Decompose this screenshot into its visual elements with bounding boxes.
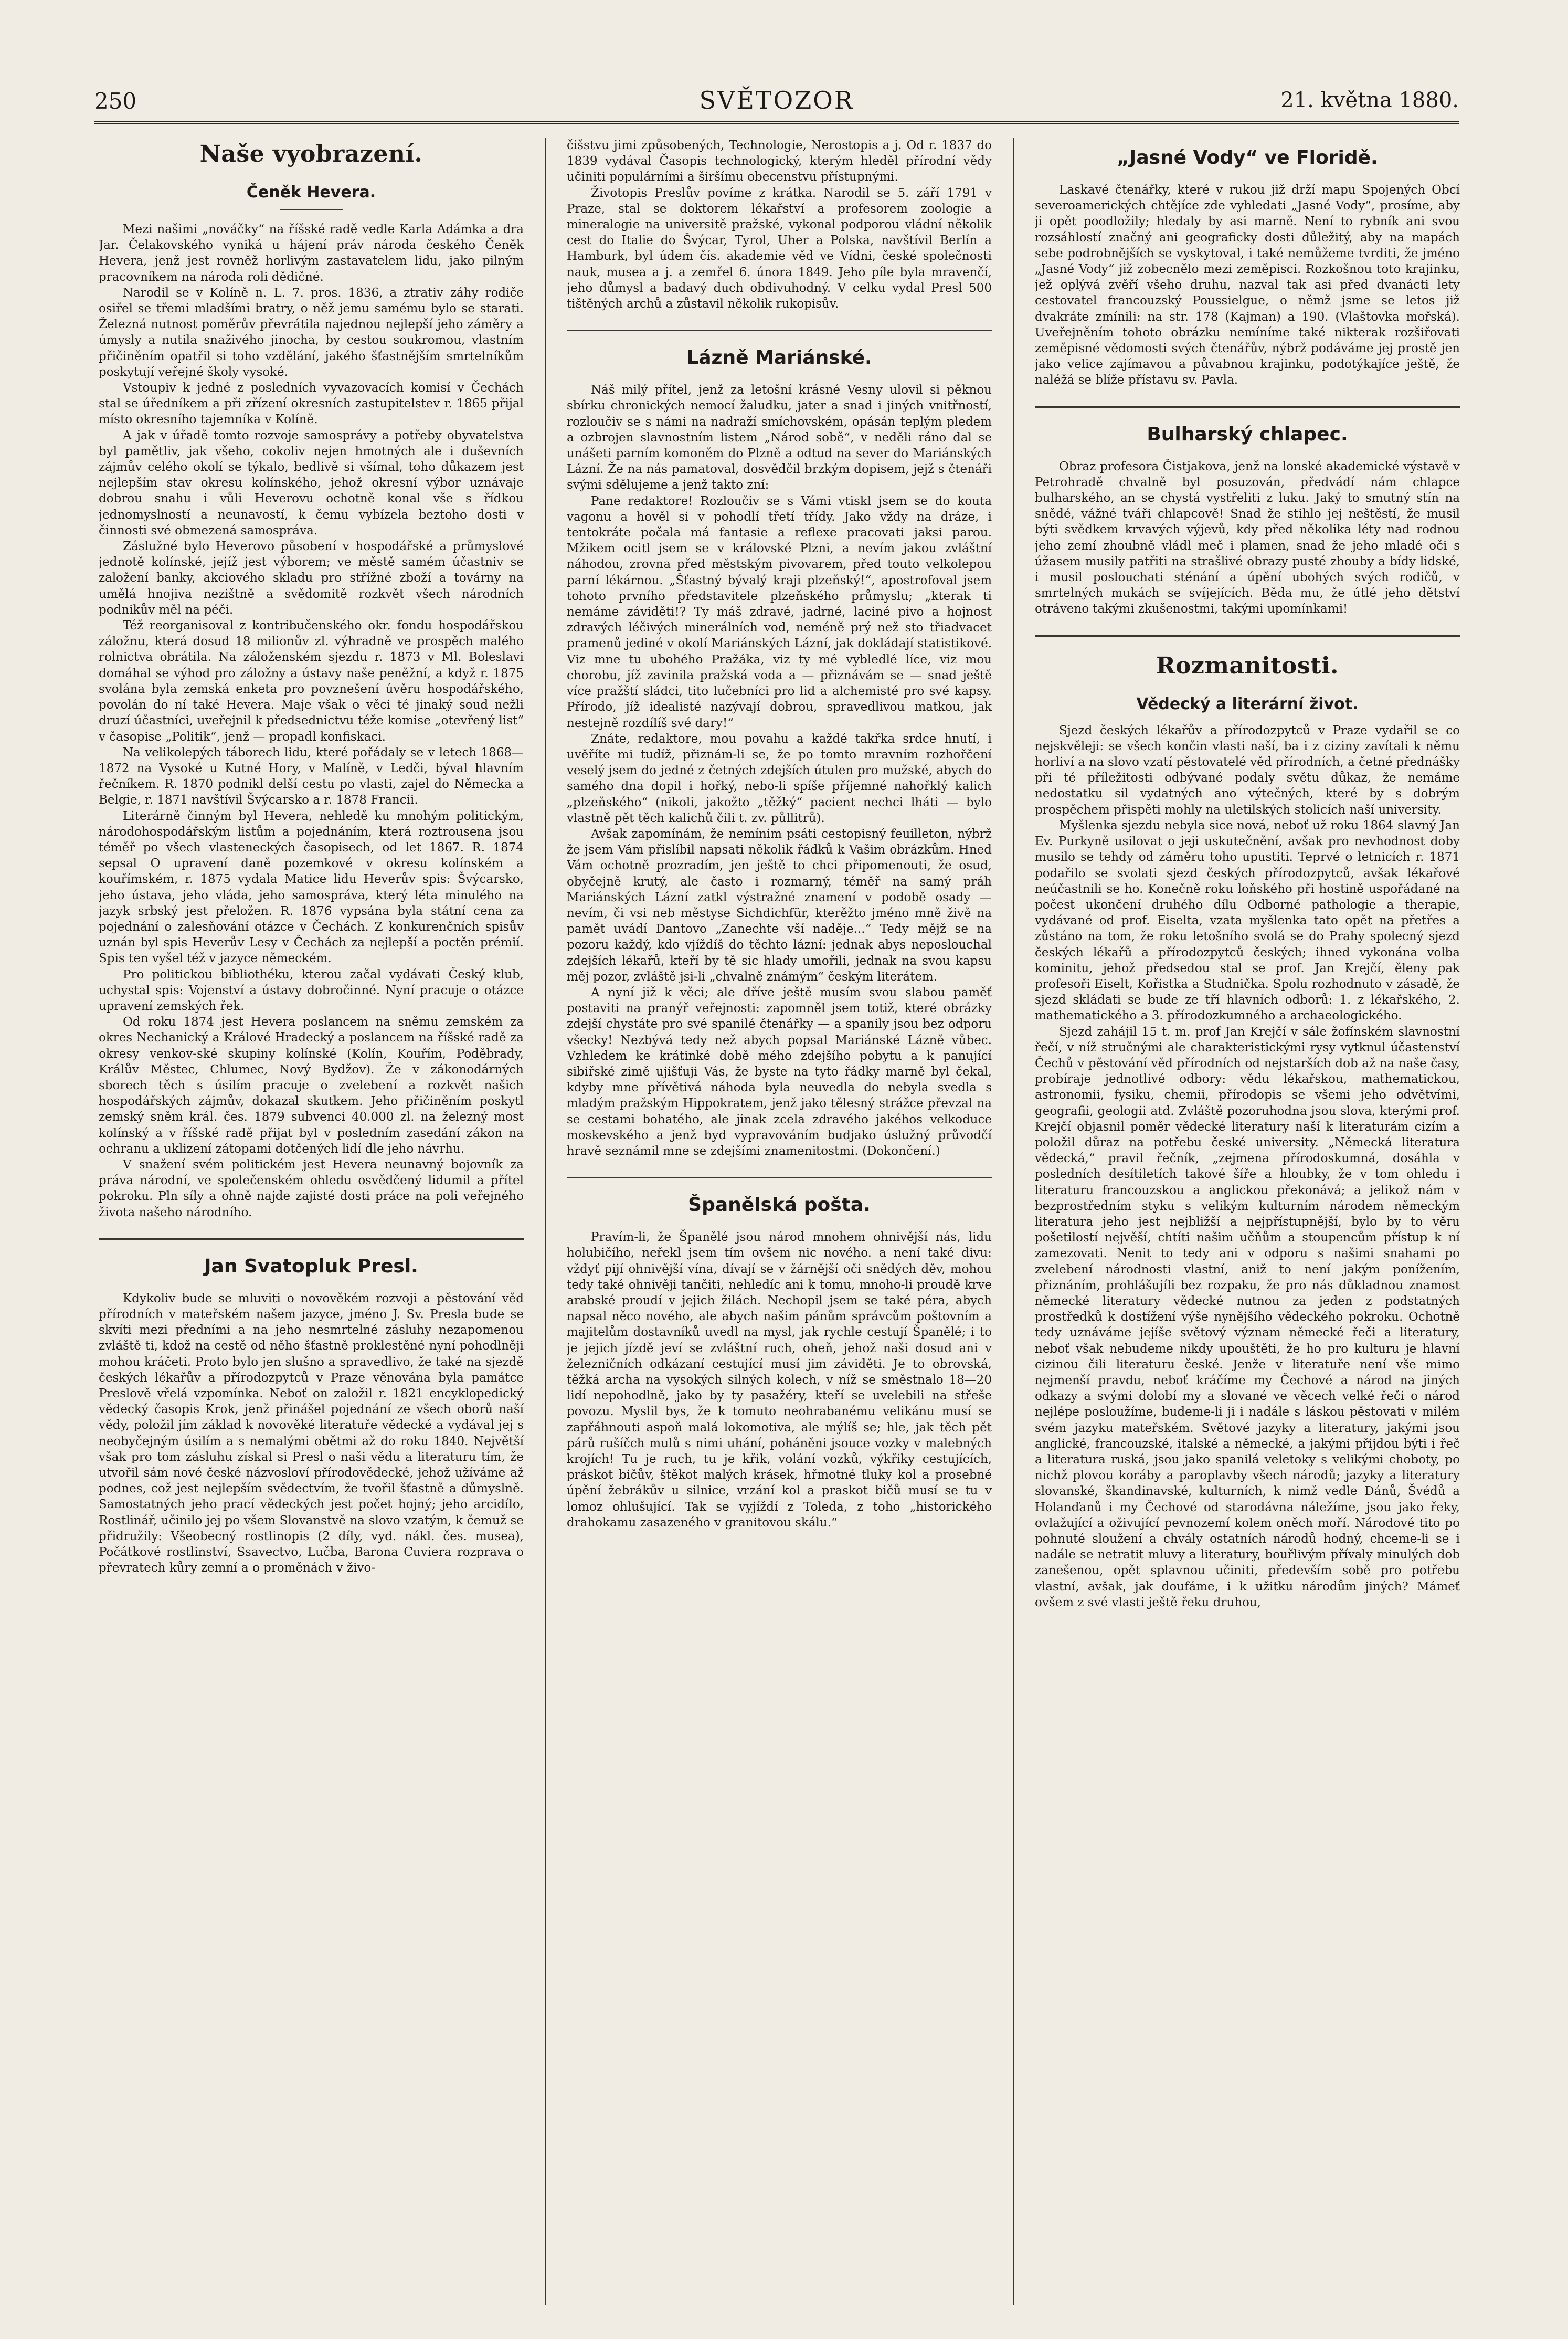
paragraph: Pane redaktore! Rozloučiv se s Vámi vtiskl jsem se do kouta vagonu a hověl si v pohodlí třetí třídy. Jako vždy na dráze, i tentokráte počala má fantasie a reflexe pracovati jaksi parou. Mžikem ocitl jsem se v královské Plzni, a nevím jakou zvláštní náhodou, zrovna před městským pivovarem, před touto velkolepou parní lékárnou. „Šťastný bývalý kraji plzeňský!“, apostrofoval jsem tohoto prvního představitele plzeňského průmyslu; „kterak ti nemáme záviděti!? Ty máš zdravé, jadrné, laciné pivo a hojnost zdravých léčivých minerálních vod, neméně prý než sto třiadvacet pramenů jediné v okolí Mariánských Lázní, jak dokládají statistikové. Viz mne tu ubohého Pražáka, viz ty mé vybledlé líce, viz mou chorobu, jíž zavinila pražská voda a — přiznávám se — snad ještě více pražští sládci, tito lučebníci pro lid a alchemisté pro své kapsy. Přírodo, jíž idealisté nazývají dobrou, spravedlivou matkou, jak nestejně rozdílíš své dary!“ [567,494,992,730]
paragraph: Kdykoliv bude se mluviti o novověkém rozvoji a pěstování věd přírodních v mateřském našem jazyce, jméno J. Sv. Presla bude se skvíti mezi předními a na jeho nesmrtelné zásluhy nezapomenou zvláště ti, kdož na cestě od něho šťastně proklestěné nyní pohodlněji mohou kráčeti. Proto bylo jen slušno a spravedlivo, že také na sjezdě českých lékařův a přírodozpytců v Praze věnována byla památce Preslově vřelá vzpomínka. Neboť on založil r. 1821 encyklopedický vědecký časopis Krok, jenž přinášel pojednání ze všech oborů naší vědy, položil jím základ k novověké literatuře vědecké a vydával jej s neobyčejným úsilím a s nemalými obětmi až do roku 1840. Největší však pro tom zásluhu získal si Presl o naši vědu a literaturu tím, že utvořil sám nové české názvosloví přírodovědecké, jehož užíváme až podnes, což jest nejlepším svědectvím, že tvořil šťastně a důmyslně. Samostatných jeho prací vědeckých jest počet hojný; jeho arcidílo, Rostlinář, učinilo jej po všem Slovanstvě na slovo vzatým, k čemuž se přidružily: Všeobecný rostlinopis (2 díly, vyd. nákl. čes. musea), Počátkové rostlinství, Ssavectvo, Lučba, Barona Cuviera rozprava o převratech kůry zemní a o proměnách v živo- [99,1291,524,1575]
column-right [1035,138,1460,2311]
section-title: Rozmanitosti. [1156,652,1339,679]
paragraph: Pravím-li, že Španělé jsou národ mnohem ohnivější nás, lidu holubičího, neřekl jsem tím ovšem nic nového. a není také divu: vždyť pijí ohnivější vína, dívají se v žárnější oči snědých děv, mohou tedy také ohnivěji tančiti, nehledíc ani k tomu, mnoho-li proudě krve arabské proudí v jejich žilách. Nechopil jsem se také péra, abych napsal něco nového, ale abych našim pánům správcům poštovním a majitelům dostavníků uvedl na mysl, jak rychle cestují Španělé; i to je jejich jízdě jeví se zvláštní ruch, oheň, jehož naši dosud ani v železničních odkázaní cestující musí jim záviděti. Je to obrovská, těžká archa na vysokých silných kolech, v níž se směstnalo 18—20 lidí nepohodlně, jako by ty pasažéry, kteří se uvelebili na střeše povozu. Myslil bys, že k tomuto neohrabanému velikánu musí se zapřáhnouti aspoň malá lokomotiva, ale mýlíš se; hle, jak těch pět párů rušíčch mulů s nimi uhání, poháněni jsouce vozky v malebných krojích! Tu je ruch, tu je křik, volání vozků, výkřiky cestujících, práskot bičův, štěkot malých krásek, hřmotné tluky kol a prosebné úpění žebrákův u silnice, vrzání kol a praskot bičů musí se tu v lomoz ohlušující. Tak se vyjíždí z Toleda, z toho „historického drahokamu zasazeného v granitovou skálu.“ [567,1230,992,1530]
paragraph: V snažení svém politickém jest Hevera neunavný bojovník za práva národní, ve společenském ohledu osvědčený lidumil a přítel pokroku. Pln síly a ohně najde zajisté dosti práce na poli veřejného života našeho národního. [99,1157,524,1219]
article-bulharsky-chlapec [1035,424,1460,617]
paragraph: Sjezd zahájil 15 t. m. prof Jan Krejčí v sále žofínském slavnostní řečí, v níž stručnými ale charakteristickými rysy vytknul účastenství Čechů v pěstování věd přírodních od nejstarších dob až na naše časy, probíraje jednotlivé odbory: vědu lékařskou, mathematickou, astronomii, fysiku, chemii, přírodopis se všemi jeho odvětvími, geografii, geologii atd. Zvláště pozoruhodna jsou slova, kterými prof. Krejčí objasnil poměr vědecké literatury naší k literaturám cizím a položil důraz na potřebu české university. „Německá literatura vědecká,“ pravil řečník, „zejmena přírodoskumná, dosáhla v posledních desítiletích takové šíře a hloubky, že v tom ohledu i literaturu francouzskou a anglickou překonává; a jelikož nám v bezprostředním styku s velikým kulturním národem německým literatura jeho jest nejbližší a nejpřístupnější, bylo by to věru pošetilostí nejvěší, chtíti našim učňům a stoupencům přístup k ní zamezovati. Nenit to tedy ani v odporu s našimi snahami po zvelebení národnosti vlastní, aniž to není jakým ponížením, přiznáním, prohlášujíli bez rozpaku, že pro nás důkladnou znamost německé literatury vědecké nutnou za jeden z podstatných prostředků k dostížení výše nynějšího vědeckého pokroku. Ochotně tedy uznáváme jejíše světový význam německé řeči a literatury, neboť však nebudeme nikdy upouštěti, že ho pro kulturu je hlavní cizinou čili literaturu české. Jenže v literatuře není vše mimo nejmenší pravdu, neboť kráčíme my Čechové a národ na jiných odkazy a svými dolobí my a slované ve věcech velké řeči o národ nejlépe posloužíme, budeme-li ji i nadále s láskou pěstovati v milém svém jazyku mateřském. Světové jazyky a literatury, jakými jsou anglické, francouzské, italské a německé, a jakými přijdou býti i řeč a literatura ruská, jsou jako spanilá veletoky s velikými choboty, po nichž plovou koráby a paroplavby všech národů; jazyky a literatury slovanské, škandinavské, kulturních, k nimž vedle Dánů, Švédů a Holanďanů i my Čechové od starodávna náležíme, jsou jako řeky, ovlažující a oživující pevnozemí kolem oněch moří. Národové tito po pohnuté sloužení a chvály ostatních národů hodný, chceme-li se i nadále se netratit mluvy a literatury, bouřlivým přívaly minulých dob zanešenou, opět splavnou učiniti, především sobě pro potřebu vlastní, avšak, jak doufáme, i k užitku národům jiných? Mámeť ovšem z své vlasti ještě řeku druhou, [1035,1025,1460,1609]
journal-title: SVĚTOZOR [699,86,854,114]
paragraph: Životopis Preslův povíme z krátka. Narodil se 5. září 1791 v Praze, stal se doktorem lékařství a profesorem zoologie a mineralogie na universitě pražské, vykonal podporou vládní několik cest do Italie do Švýcar, Tyrol, Uher a Polska, navštívil Berlín a Hamburk, byl údem čís. akademie věd ve Vídni, české společnosti nauk, musea a j. a zemřel 6. února 1849. Jeho píle byla mravenčí, jeho důmysl a badavý duch obdivuhodný. V celku vydal Presl 500 tištěných archů a zůstavil několik rukopisův. [567,186,992,311]
heading-rule [280,209,343,210]
article-separator [1035,635,1460,637]
issue-date: 21. května 1880. [1280,88,1459,112]
paragraph: Náš milý přítel, jenž za letošní krásné Vesny ulovil si pěknou sbírku chronických nemocí žaludku, jater a snad i jiných vnitřností, rozloučiv se s námi na nadraží smíchovském, opásán teplým pledem a ozbrojen slavnostním listem „Národ sobě“, v neděli ráno dal se unášeti parním komoněm do Plzně a odtud na sever do Mariánských Lázní. Že na nás pamatoval, dosvědčil brzkým dopisem, jejž s čtenáři svými sdělujeme a jenž takto zní: [567,383,992,492]
paragraph: A nyní již k věci; ale dříve ještě musím svou slabou paměť postaviti na pranýř veřejnosti: zapomněl jsem totiž, které obrázky zdejší chystáte pro své spanilé čtenářky — a spanily jsou bez odporu všecky! Nezbývá tedy než abych popsal Mariánské Lázně vůbec. Vzhledem ke krátinké době mého zdejšího pobytu a k panující sibiřské zimě ujišťuji Vás, že byste na tyto řádky marně byl čekal, kdyby mne přívětivá náhoda byla neuvedla do nebyla svedla s mladým pražským Hippokratem, jenž jako tělesný strážce převzal na se cestami bohatého, ale jinak zcela zdravého jakéhos velkoduce moskevského a jenž byd vypravováním budjako úslužný průvodčí hravě seznámil mne se zdejšími znamenitostmi. (Dokončení.) [567,985,992,1158]
paragraph: Záslužné bylo Heverovo působení v hospodářské a průmyslové jednotě kolínské, jejíž jest výborem; ve městě samém účastniv se založení banky, akciového skladu pro střížné zboží a továrny na umělá hnojiva nezištně a svědomitě rozkvět všech národních podnikův měl na péči. [99,540,524,617]
paragraph: Pro politickou bibliothéku, kterou začal vydávati Český klub, uchystal spis: Vojenství a ústavy dobročinné. Nyní pracuje o otázce upravení zemských řek. [99,967,524,1013]
article-separator [567,330,992,331]
article-separator [99,1238,524,1240]
header-rule [94,121,1459,124]
column-divider [1013,138,1014,2305]
article-spanelska-posta [567,1194,992,1531]
article-nase-vyobrazeni [99,141,524,1576]
column-divider [545,138,546,2305]
paragraph: Znáte, redaktore, mou povahu a každé takřka srdce hnutí, i uvěříte mi tudíž, přiznám-li se, že po tomto mravním rozhořčení veselý jsem do jedné z četných zdejších útulen pro mužské, abych do samého dna dopil i hořký, nebo-li spíše příjemné nahořklý kalich „plzeňského“ (nikoli, jakožto „těžký“ pacient nechci lháti — bylo vlastně pět těch kalichů čili t. zv. půllitrů). [567,732,992,825]
paragraph: Obraz profesora Čistjakova, jenž na lonské akademické výstavě v Petrohradě chvalně byl posuzován, předvádí nám chlapce bulharského, an se chystá vystřeliti z luku. Jaký to smutný stín na snědé, vážné tváři chlapcově! Snad že stihlo jej neštěstí, že musil býti svědkem krvavých výjevů, kdy před několika léty nad rodnou jeho zemí zhoubně vládl meč i plamen, snad že jeho mladé oči s úžasem musily patřiti na strašlivé obrazy pusté zhouby a bídy lidské, i musil poslouchati sténání a úpění ubohých svých rodičů, v smrtelných mukách se svíjejících. Běda mu, že útlé jeho dětství otráveno takými zkušenostmi, takými upomínkami! [1035,459,1460,616]
paragraph: Sjezd českých lékařův a přírodozpytců v Praze vydařil se co nejskvěleji: se všech končin vlasti naší, ba i z ciziny zavítali k němu horliví a na slovo vzatí pěstovatelé věd přírodních, a četné přednášky při té příležitosti odbývané podaly světu důkaz, že nemáme nedostatku sil vydatných ano výtečných, které by s dobrým prospěchem přispěti mohly na uletilských stolicích naší university. [1035,723,1460,817]
article-rozmanitosti [1035,652,1460,1610]
page-header [94,88,1459,120]
article-heading: Jan Svatopluk Presl. [204,1255,418,1277]
paragraph: Laskavé čtenářky, které v rukou již drží mapu Spojených Obcí severoamerických chtějíce zde vyhledati „Jasné Vody“, prosíme, aby ji opět poodložily; hledaly by asi marně. Není to rybník ani svou rozsáhlostí značný ani geograficky dosti důležitý, aby na mapách sebe podrobnějších se vyskytoval, i také nemůžeme tvrditi, že jméno „Jasné Vody“ již zobecnělo mezi zeměpisci. Rozkošnou toto krajinku, jež oplývá zvěří všeho druhu, nazval tak asi před dvanácti lety cestovatel francouzský Poussielgue, o němž jsme se letos již dvakráte zmínili: na str. 178 (Kajman) a 190. (Vlaštovka mořská). Uveřejněním tohoto obrázku nemíníme také nikterak rozšiřovati zeměpisné vědomosti svých čtenářův, nýbrž podáváme jej prostě jen jako velice zajímavou a půvabnou krajinku, podotýkajíce ještě, že naléžá se blíže přístavu sv. Pavla. [1035,183,1460,387]
article-heading: Čeněk Hevera. [246,183,376,202]
paragraph: Na velikolepých táborech lidu, které pořádaly se v letech 1868—1872 na Vysoké u Kutné Hory, v Malíně, v Ledči, býval hlavním řečníkem. R. 1870 podnikl delší cestu po vlasti, zajel do Německa a Belgie, r. 1871 navštívil Švýcarsko a r. 1878 Francii. [99,745,524,807]
column-middle [567,138,992,2311]
section-subheading: Vědecký a literární život. [1136,694,1359,713]
article-separator [567,1177,992,1178]
paragraph: Avšak zapomínám, že nemínim psáti cestopisný feuilleton, nýbrž že jsem Vám přislíbil napsati několik řádků k Vašim obrázkům. Hned Vám ochotně prozradím, jen ještě to chci připomenouti, že osud, obyčejně krutý, ale často i rozmarný, téměř na samý práh Mariánských Lázní zatkl výstražné znamení v podobě osady — nevím, či vsi neb městyse Sichdichfür, kterěžto jméno mně živě na pamět uvádí Dantovo „Zanechte vší naděje...“ Tedy mějž se na pozoru každý, kdo vjíždíš do těchto lázní: jednak abys neposlouchal zdejších lékařů, kteří by tě sic hlady umořili, jednak na svou kapsu měj pozor, zvláště jsi-li „chvalně známým“ českým literátem. [567,827,992,984]
paragraph: Též reorganisoval z kontribučenského okr. fondu hospodářskou záložnu, která dosud 18 milionův zl. výhradně ve prospěch malého rolnictva obrátila. Na záloženském sjezdu r. 1873 v Ml. Boleslavi domáhal se výhod pro záložny a ústavy naše peněžní, a když r. 1875 svolána byla zemská enketa pro povznešení úvěru hospodářského, povolán do ní také Hevera. Maje však o věci té jinaký soud nežli druzí účastníci, uveřejnil k předsednictvu téže komise „otevřený list“ v časopise „Politik“, jenž — propadl konfiskaci. [99,619,524,744]
article-presl-continued [567,138,992,312]
page-number: 250 [94,88,137,114]
paragraph: Myšlenka sjezdu nebyla sice nová, neboť už roku 1864 slavný Jan Ev. Purkyně usilovat o jeji uskutečnění, avšak pro nevhodnost doby musilo se tehdy od záměru toho upustiti. Teprvé o letnicích r. 1871 podařilo se svolati sjezd českých přírodozpytců, avšak lékařové neúčastnili se ho. Konečně roku loňského při hostině uspořádané na počest ukončení druhého dílu Odborné pathologie a therapie, vydávané od prof. Eiselta, vzata myšlenka tato opět na přetřes a zůstáno na tom, že roku letošního svolá se do Prahy spolecný sjezd českých lékařů a přírodozpytců českých; ihned vykonána volba kominitu, jehož předsedou stal se prof. Jan Krejčí, ěleny pak profesoři Eiselt, Kořistka a Studnička. Spolu rozhodnuto v zásadě, že sjezd skládati se bude ze tří hlavních odborů: 1. z lékařského, 2. mathematického a 3. přírodozkumného a archaeologického. [1035,818,1460,1023]
article-separator [1035,406,1460,408]
article-heading: Lázně Mariánské. [686,347,872,369]
article-jasne-vody [1035,147,1460,388]
paragraph: Mezi našimi „nováčky“ na říšské radě vedle Karla Adámka a dra Jar. Čelakovského vyniká u hájení práv národa českého Čeněk Hevera, jenž jest rovněž horlivým zastavatelem lidu, jako pilným pracovníkem na národa roli dědičné. [99,223,524,284]
paragraph: Vstoupiv k jedné z posledních vyvazovacích komisí v Čechách stal se úředníkem a při zřízení okresních zastupitelstev r. 1865 přijal místo okresního tajemníka v Kolíně. [99,381,524,427]
article-heading: Bulharský chlapec. [1147,423,1348,445]
paragraph: Literárně činným byl Hevera, nehledě ku mnohým politickým, národohospodářským listům a pojednáním, která roztrousena jsou téměř po všech vlasteneckých časopisech, od let 1867. R. 1874 sepsal O upravení daně pozemkové v okresu kolínském a kouřímském, r. 1875 vydala Matice lidu Heverův spis: Švýcarsko, jeho ústava, jeho vláda, jeho samospráva, který léta minulého na jazyk srbský jest přeložen. R. 1876 vypsána byla státní cena za pojednání o zalesňování otázce v Čechách. Z konkurenčních spisův uznán byl spis Heverův Lesy v Čechách za nejlepší a poctěn prémií. Spis ten vyšel též v jazyce německém. [99,809,524,966]
section-title: Naše vyobrazení. [199,141,423,167]
column-left [99,138,524,2311]
article-heading: „Jasné Vody“ ve Floridě. [1117,147,1378,168]
paragraph: Od roku 1874 jest Hevera poslancem na sněmu zemském za okres Nechanický a Králové Hradecký a poslancem na říšské radě za okresy venkov-ské skupiny kolínské (Kolín, Kouřím, Poděbrady, Králův Městec, Chlumec, Nový Bydžov). Že v zákonodárných sborech těch s úsilím pracuje o zvelebení a rozkvět našich hospodářských zájmův, dokazal skutkem. Jeho přičiněním poskytl zemský sněm král. čes. 1879 subvenci 40.000 zl. na železný most kolínský a v říšské radě přijat byl v posledním zasedání zákon na ochranu a uklizení zátopami dotčených lidí dle jeho návrhu. [99,1015,524,1156]
paragraph: čišstvu jimi způsobených, Technologie, Nerostopis a j. Od r. 1837 do 1839 vydával Časopis technologický, kterým hleděl přírodní vědy učiniti populárními a širšímu obecenstvu přístupnými. [567,139,992,184]
paragraph: A jak v úřadě tomto rozvoje samosprávy a potřeby obyvatelstva byl pamětliv, jak všeho, cokoliv nejen hmotných ale i duševních zájmův celého okolí se týkalo, bedlivě si všímal, toho důkazem jest nejlepším stav okresu kolínského, jehož okresní výbor uznávaje dobrou snahu i vůli Heverovu ochotně konal vše s řídkou jednomyslností a neunavostí, k čemu vybízela beztoho dosti v činnosti své obmezená samospráva. [99,428,524,538]
paragraph: Narodil se v Kolíně n. L. 7. pros. 1836, a ztrativ záhy rodiče osiřel se třemi mladšími bratry, o něž jemu samému bylo se starati. Železná nutnost poměrův převrátila najednou nejlepší jeho záměry a úmysly a nutila snaživého jinocha, by cestou soukromou, vlastním přičiněním opatřil si toho vzdělání, jakého šťastnějším smrtelníkům poskytují veřejné školy vysoké. [99,286,524,379]
article-lazne-marianske [567,347,992,1159]
article-heading: Španělská pošta. [688,1194,871,1216]
